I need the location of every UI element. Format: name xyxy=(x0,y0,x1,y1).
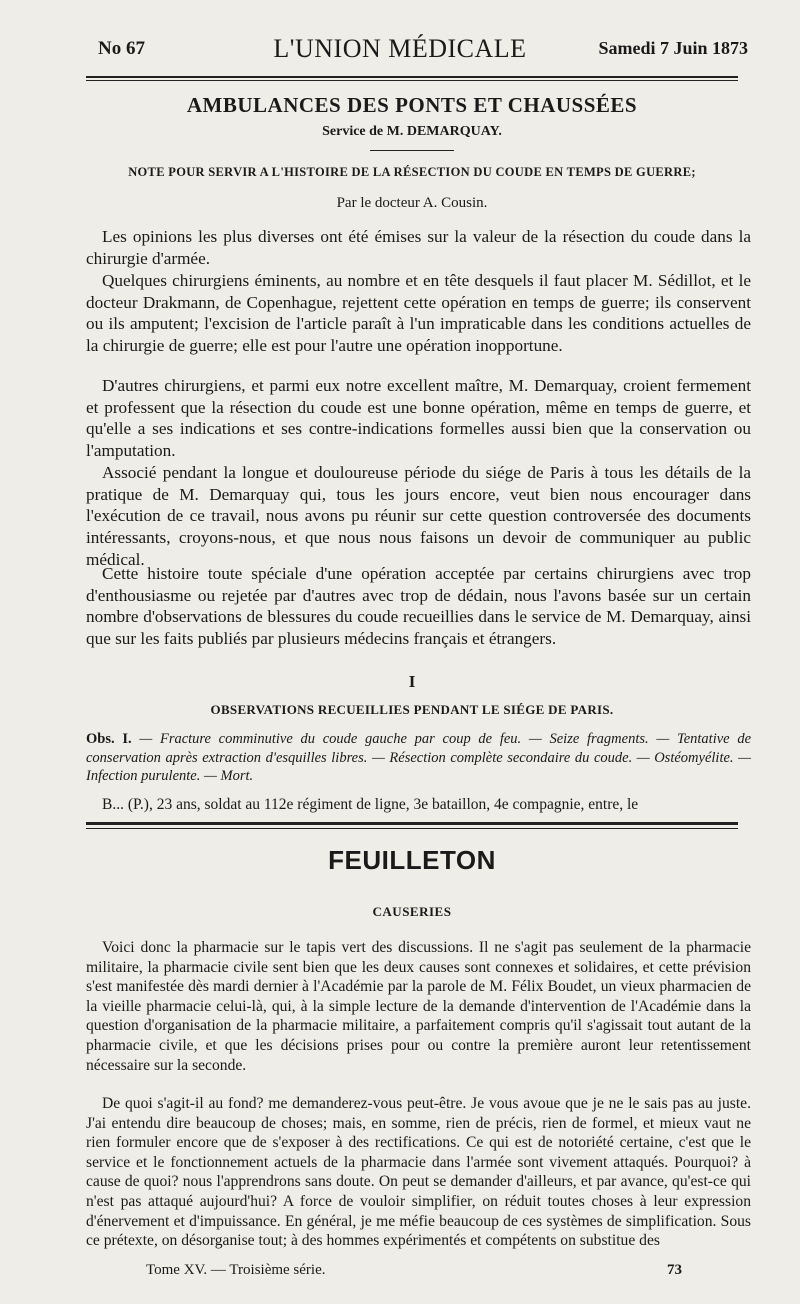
page-header xyxy=(0,30,800,70)
article-author: Par le docteur A. Cousin. xyxy=(336,195,488,211)
observation-summary xyxy=(86,730,751,786)
article-paragraph: Cette histoire toute spéciale d'une opération acceptée par certains chirurgiens avec trop d'enthousiasme ou rejetée par d'autres avec trop de dédain, nous l'avons basée sur un certain nombre d'observations de blessures du coude recueillies dans le service de M. Demarquay, ainsi que sur les faits publiés par plusieurs médecins français et étrangers. xyxy=(86,564,751,649)
observation-label: Obs. I. xyxy=(86,731,132,747)
issue-date: Samedi 7 Juin 1873 xyxy=(598,38,748,58)
issue-number: No 67 xyxy=(98,38,145,59)
article-paragraph: Associé pendant la longue et douloureuse période du siége de Paris à tous les détails de la pratique de M. Demarquay qui, tous les jours encore, veut bien nous encourager dans l'exécution de ce travail, nous avons pu réunir sur cette question controversée des documents intéressants, croyons-nous, et que nous nous faisons un devoir de communiquer au public médical. xyxy=(86,463,751,569)
observation-text: — Fracture comminutive du coude gauche par coup de feu. — Seize fragments. — Tentative de conservation après extraction d'esquilles libres. — Résection complète secondaire du coude. — Ostéomyélite. — Infection purulente. — Mort. xyxy=(86,731,751,784)
article-paragraph: Les opinions les plus diverses ont été émises sur la valeur de la résection du coude dans la chirurgie d'armée. xyxy=(86,227,751,268)
article-service: Service de M. DEMARQUAY. xyxy=(322,124,502,139)
feuilleton-rule-thin xyxy=(86,828,738,829)
header-rule-thin xyxy=(86,80,738,81)
section-title: OBSERVATIONS RECUEILLIES PENDANT LE SIÉGE DE PARIS. xyxy=(210,702,614,717)
article-paragraph: D'autres chirurgiens, et parmi eux notre excellent maître, M. Demarquay, croient fermement et professent que la résection du coude est une bonne opération, même en temps de guerre, et qu'elle a ses indications et ses contre-indications formelles aussi bien que la conservation ou l'amputation. xyxy=(86,376,751,461)
article-note: NOTE POUR SERVIR A L'HISTOIRE DE LA RÉSECTION DU COUDE EN TEMPS DE GUERRE; xyxy=(128,165,696,179)
title-divider xyxy=(370,150,454,151)
volume-info: Tome XV. — Troisième série. xyxy=(146,1262,326,1278)
section-number: I xyxy=(408,672,416,691)
feuilleton-title: FEUILLETON xyxy=(328,845,496,875)
page-number: 73 xyxy=(667,1262,682,1278)
case-line: B... (P.), 23 ans, soldat au 112e régiment de ligne, 3e bataillon, 4e compagnie, entre, le xyxy=(102,796,639,813)
journal-title: L'UNION MÉDICALE xyxy=(273,34,527,63)
feuilleton-subtitle: CAUSERIES xyxy=(372,904,452,919)
feuilleton-paragraph: De quoi s'agit-il au fond? me demanderez-vous peut-être. Je vous avoue que je ne le sais pas au juste. J'ai entendu dire beaucoup de choses; mais, en somme, rien de précis, rien de formel, et mieux vaut ne rien formuler encore que de s'exposer à des rectifications. Ce qui est de notoriété certaine, c'est que le service et le fonctionnement actuels de la pharmacie dans l'armée sont vivement attaqués. Pourquoi? à cause de quoi? nous l'apprendrons sans doute. On peut se demander d'ailleurs, et par avance, qu'est-ce qui n'est pas attaqué aujourd'hui? A force de vouloir simplifier, on réduit toutes choses à leur expression d'énervement et d'impuissance. En général, je me méfie beaucoup de ces systèmes de simplification. Sous ce prétexte, on désorganise tout; à des hommes expérimentés et compétents on substitue des xyxy=(86,1095,751,1250)
feuilleton-paragraph: Voici donc la pharmacie sur le tapis vert des discussions. Il ne s'agit pas seulement de la pharmacie militaire, la pharmacie civile sent bien que les deux causes sont connexes et solidaires, et cette prévision s'est manifestée dès mardi dernier à l'Académie par la parole de M. Félix Boudet, un vieux pharmacien de la vieille pharmacie celui-là, qui, à la simple lecture de la demande d'intervention de l'Académie dans la question d'organisation de la pharmacie militaire, a parfaitement compris qu'il s'agissait tout autant de la pharmacie civile, et que les décisions prises pour ou contre la première auront leur retentissement nécessaire sur la seconde. xyxy=(86,939,751,1074)
article-paragraph: Quelques chirurgiens éminents, au nombre et en tête desquels il faut placer M. Sédillot, et le docteur Drakmann, de Copenhague, rejettent cette opération en temps de guerre; ils conservent ou ils amputent; l'excision de l'article paraît à l'un impraticable dans les conditions actuelles de la chirurgie de guerre; elle est pour l'autre une opération inopportune. xyxy=(86,271,751,356)
feuilleton-rule xyxy=(86,822,738,825)
header-rule xyxy=(86,76,738,78)
article-title: AMBULANCES DES PONTS ET CHAUSSÉES xyxy=(186,93,638,117)
